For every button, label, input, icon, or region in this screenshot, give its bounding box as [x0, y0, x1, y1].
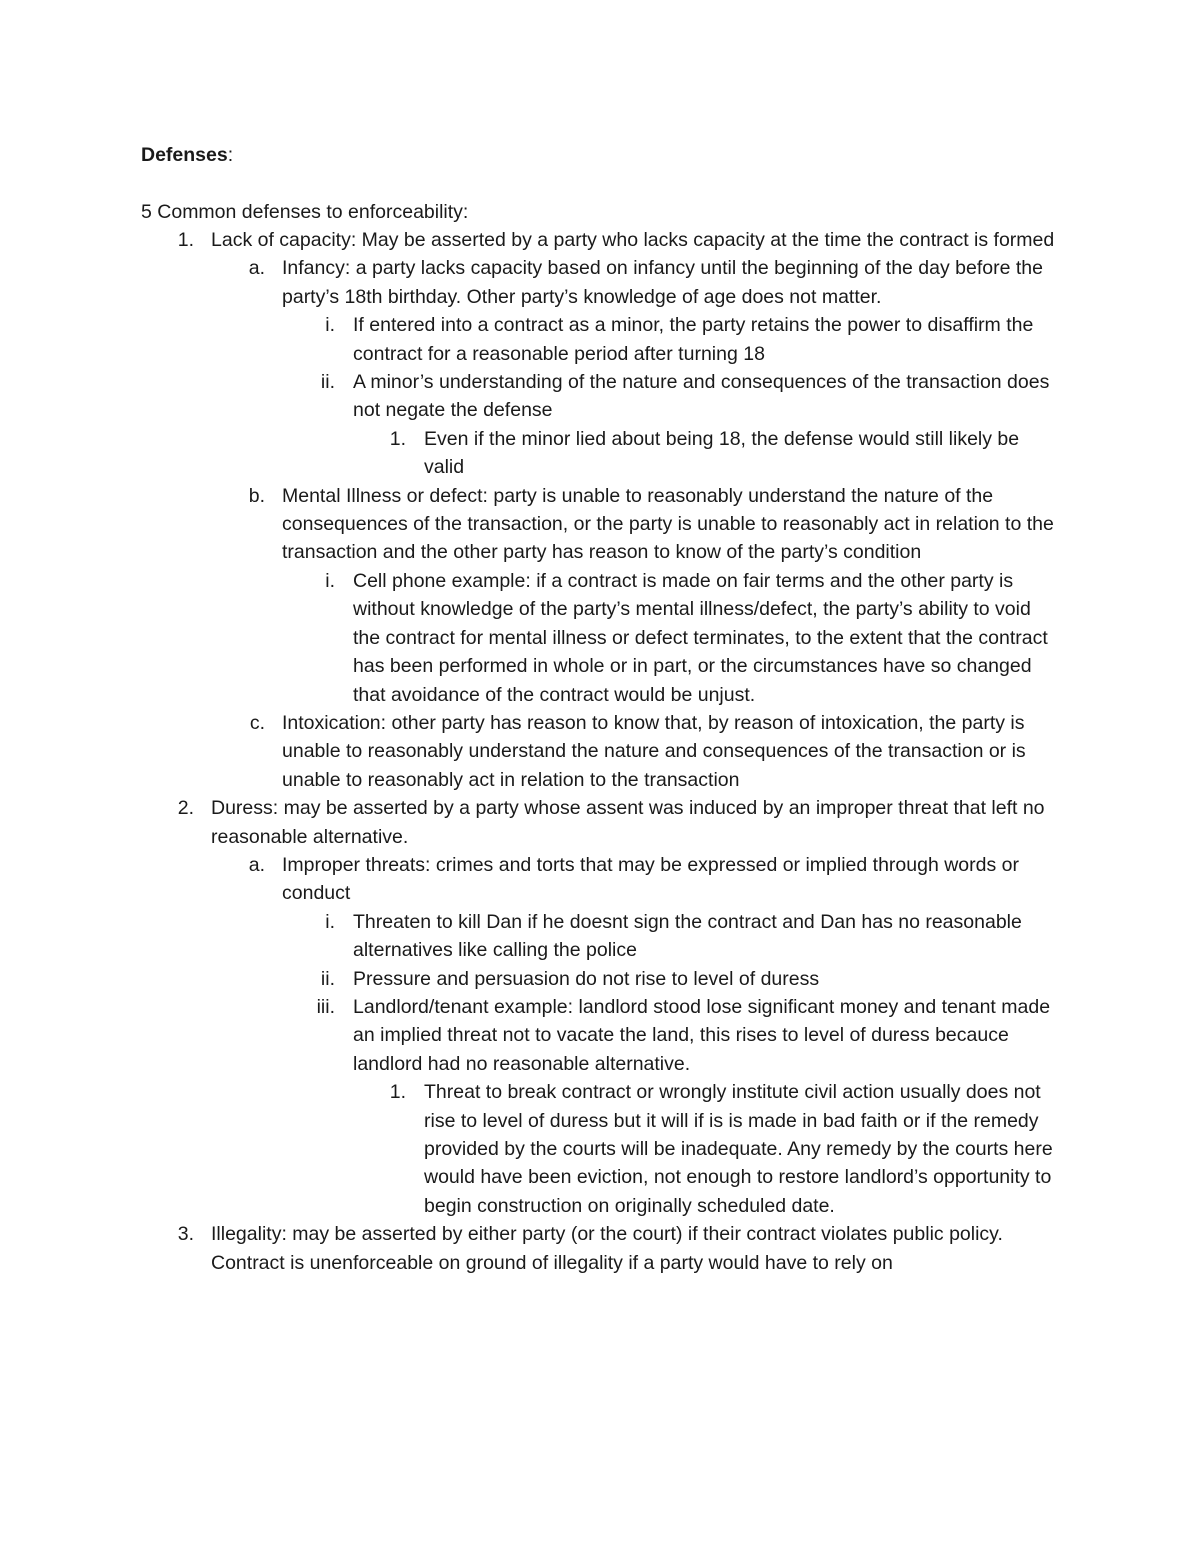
- list-item: [0, 311, 1200, 368]
- list-marker: 3.: [177, 1223, 194, 1246]
- list-item: [0, 482, 1200, 567]
- list-item-text: Even if the minor lied about being 18, the defense would still likely be valid: [424, 427, 1020, 479]
- heading-text: Defenses: [141, 144, 228, 166]
- list-marker: 1.: [389, 1081, 406, 1104]
- list-item-text: Lack of capacity: May be asserted by a party who lacks capacity at the time the contract is formed: [211, 229, 1055, 251]
- intro-line: 5 Common defenses to enforceability:: [141, 201, 469, 223]
- list-marker: i.: [325, 569, 335, 592]
- list-item: [0, 226, 1200, 254]
- list-marker: c.: [249, 711, 265, 734]
- list-marker: a.: [248, 257, 265, 280]
- list-item-text: Pressure and persuasion do not rise to level of duress: [353, 967, 820, 990]
- list-marker: 1.: [177, 229, 194, 251]
- list-item: [0, 368, 1200, 425]
- list-marker: ii.: [320, 967, 335, 990]
- list-item-text: Duress: may be asserted by a party whose assent was induced by an improper threat that left no reasonable alternative.: [211, 797, 1045, 848]
- list-item: [0, 254, 1200, 311]
- list-marker: i.: [325, 314, 335, 337]
- list-item-text: Illegality: may be asserted by either party (or the court) if their contract violates public policy. Contract is unenforceable on ground of illegality if a party would have to rely on: [211, 1223, 1003, 1274]
- list-marker: i.: [325, 910, 335, 933]
- list-item-text: Cell phone example: if a contract is made on fair terms and the other party is without knowledge of the party’s mental illness/defect, the party’s ability to void the contract for mental illness or defect terminates, to the extent that the contract has been performed in whole or in part, or the circumstances have so changed that avoidance of the contract would be unjust.: [353, 569, 1048, 706]
- list-item-text: Threat to break contract or wrongly institute civil action usually does not rise to level of duress but it will if is is made in bad faith or if the remedy provided by the courts will be inadequate. Any remedy by the courts here would have been eviction, not enough to restore landlord’s opportunity to begin construction on originally scheduled date.: [424, 1081, 1053, 1217]
- section-heading: [141, 141, 233, 169]
- list-item-text: Threaten to kill Dan if he doesnt sign the contract and Dan has no reasonable alternatives like calling the police: [353, 910, 1022, 962]
- list-item: [0, 709, 1200, 794]
- list-item: [0, 567, 1200, 709]
- list-item: [0, 1078, 1200, 1220]
- list-item-text: Mental Illness or defect: party is unable to reasonably understand the nature of the consequences of the transaction, or the party is unable to reasonably act in relation to the transaction and the other party has reason to know of the party’s condition: [282, 484, 1054, 564]
- list-marker: 1.: [389, 427, 406, 450]
- list-item-text: Intoxication: other party has reason to know that, by reason of intoxication, the party is unable to reasonably understand the nature and consequences of the transaction or is unable to reasonably act in relation to the transaction: [282, 711, 1026, 791]
- list-item: [0, 851, 1200, 908]
- list-item: [0, 965, 1200, 993]
- list-marker: ii.: [320, 371, 335, 394]
- list-item-text: Improper threats: crimes and torts that may be expressed or implied through words or conduct: [282, 853, 1019, 905]
- list-item: [0, 1220, 1200, 1277]
- heading-colon: :: [227, 144, 234, 166]
- list-item-text: Landlord/tenant example: landlord stood lose significant money and tenant made an implied threat not to vacate the land, this rises to level of duress becauce landlord had no reasonable alternative.: [353, 995, 1051, 1075]
- outline-list: [0, 226, 1200, 1277]
- list-marker: iii.: [316, 995, 335, 1018]
- list-item-text: A minor’s understanding of the nature and consequences of the transaction does not negate the defense: [353, 371, 1050, 422]
- list-item: [0, 993, 1200, 1078]
- list-marker: 2.: [177, 797, 194, 820]
- list-item-text: If entered into a contract as a minor, the party retains the power to disaffirm the contract for a reasonable period after turning 18: [353, 314, 1034, 365]
- list-item: [0, 794, 1200, 851]
- list-item: [0, 425, 1200, 482]
- list-item: [0, 908, 1200, 965]
- list-item-text: Infancy: a party lacks capacity based on infancy until the beginning of the day before the party’s 18th birthday. Other party’s knowledge of age does not matter.: [282, 257, 1043, 308]
- list-marker: b.: [248, 484, 265, 507]
- list-marker: a.: [248, 853, 265, 876]
